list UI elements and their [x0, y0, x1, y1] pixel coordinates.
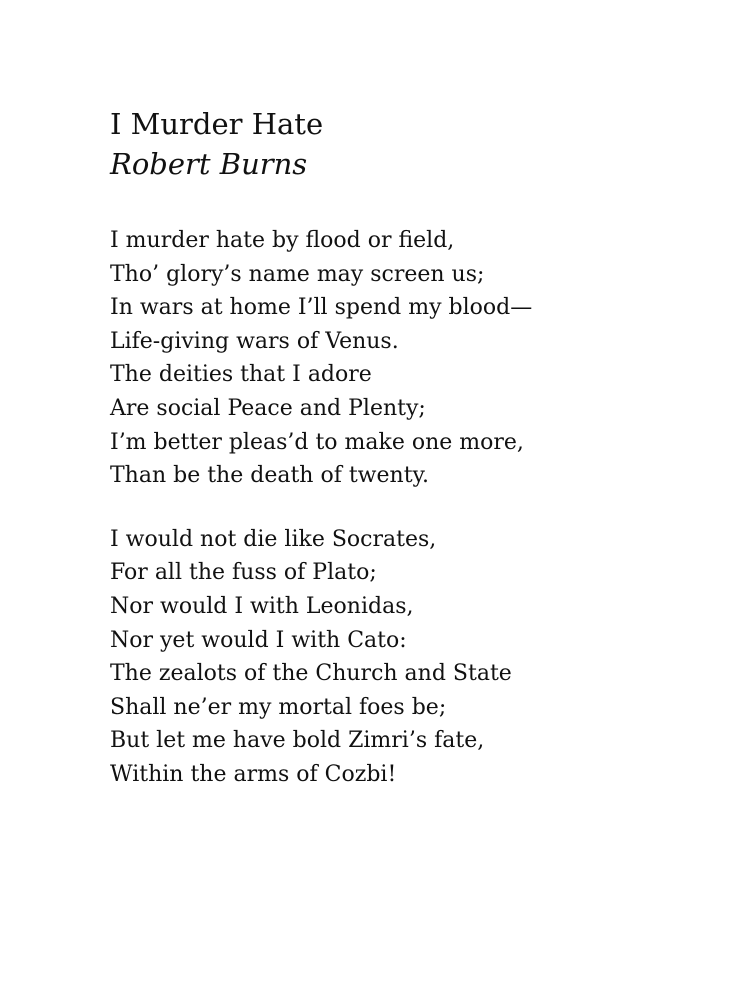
- poem-line: Life-giving wars of Venus.: [110, 328, 399, 354]
- poem-line: Shall ne’er my mortal foes be;: [110, 694, 447, 720]
- poem-line: But let me have bold Zimri’s fate,: [110, 728, 485, 754]
- poem-line: Nor would I with Leonidas,: [110, 593, 414, 619]
- poem-line: The zealots of the Church and State: [110, 661, 512, 687]
- poem-author: Robert Burns: [110, 147, 308, 181]
- stanza-1: [110, 224, 710, 493]
- poem-line: Than be the death of twenty.: [110, 463, 430, 489]
- poem-page: [110, 104, 710, 792]
- poem-line: In wars at home I’ll spend my blood—: [110, 295, 533, 321]
- stanza-2: [110, 523, 710, 792]
- poem-line: Within the arms of Cozbi!: [110, 761, 397, 787]
- poem-line: Are social Peace and Plenty;: [110, 395, 426, 421]
- poem-title: I Murder Hate: [110, 107, 324, 141]
- poem-line: Nor yet would I with Cato:: [110, 627, 407, 653]
- poem-line: Tho’ glory’s name may screen us;: [110, 261, 485, 287]
- poem-line: I would not die like Socrates,: [110, 526, 437, 552]
- poem-line: For all the fuss of Plato;: [110, 560, 377, 586]
- poem-line: I’m better pleas’d to make one more,: [110, 429, 524, 455]
- poem-line: I murder hate by flood or field,: [110, 228, 455, 253]
- poem-line: The deities that I adore: [110, 362, 372, 388]
